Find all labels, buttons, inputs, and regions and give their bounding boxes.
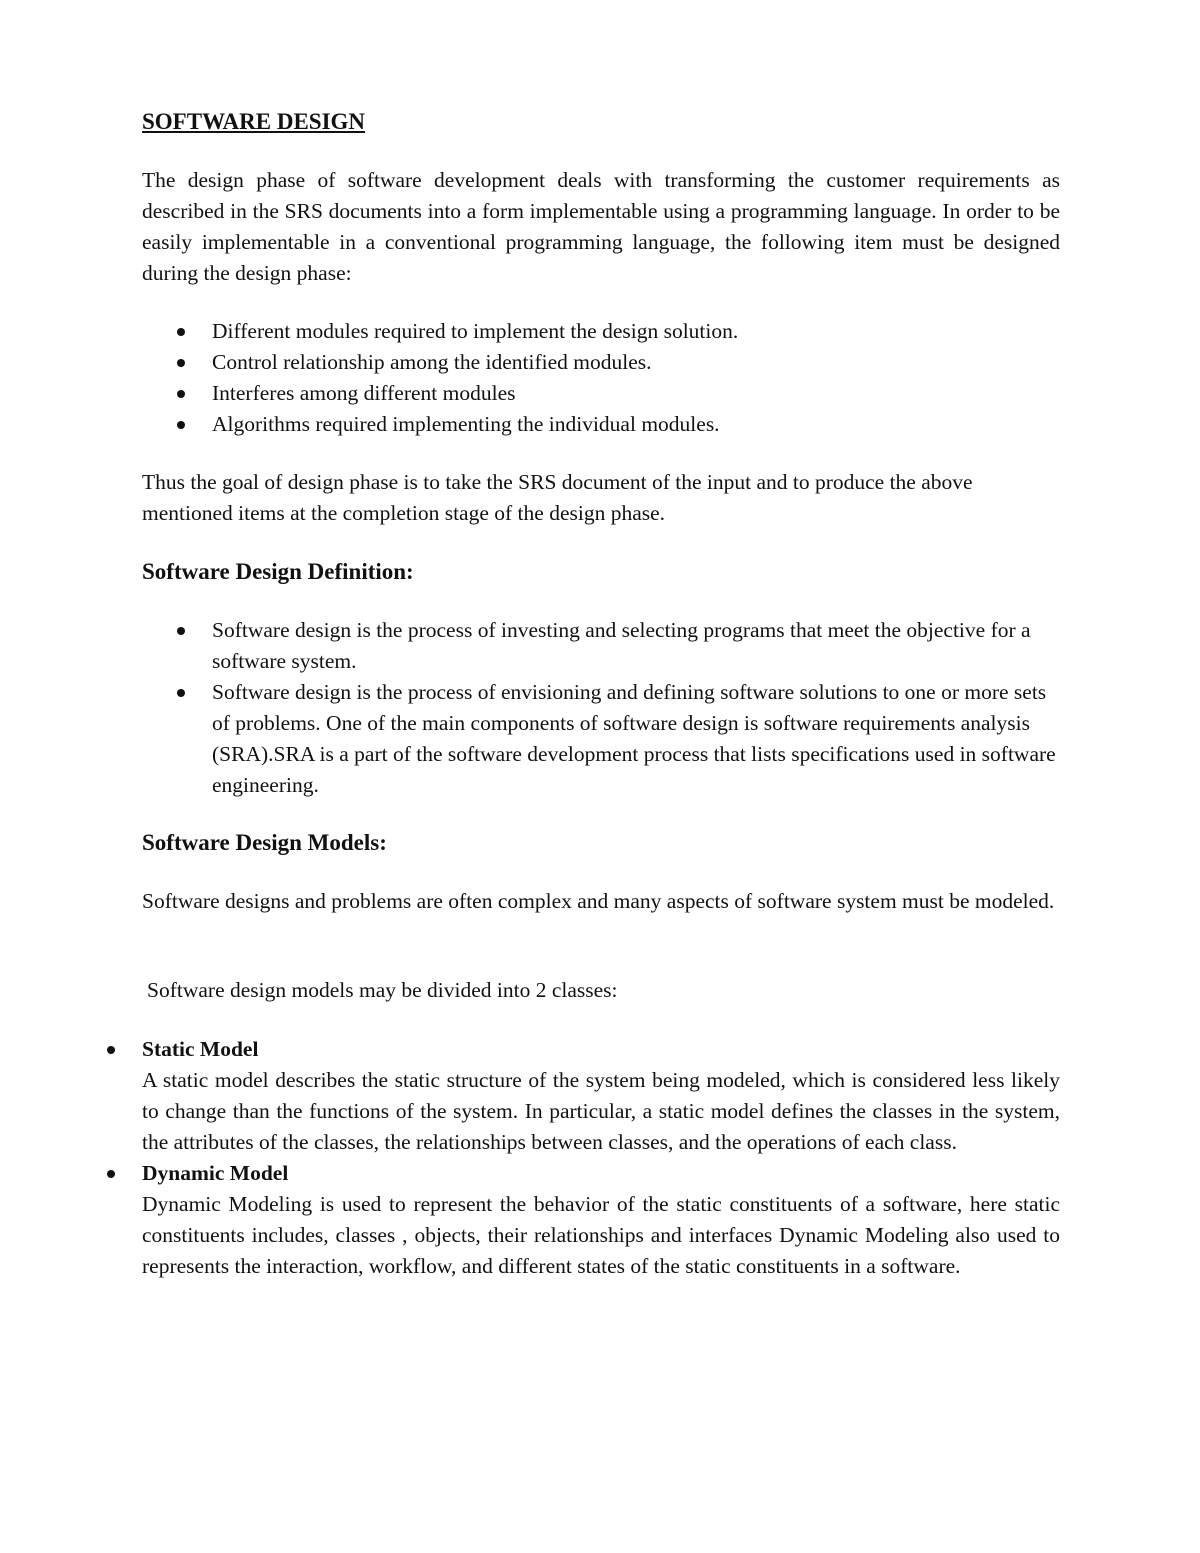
models-list [142,1034,1060,1282]
intro-paragraph: The design phase of software development deals with transforming the customer requirements as described in the SRS documents into a form implementable using a programming language. In order to be easily implementable in a conventional programming language, the following item must be designed during the design phase: [142,168,1060,285]
definitions-list [142,615,1060,801]
model-name: Static Model [142,1037,259,1061]
list-item: Software design is the process of envisioning and defining software solutions to one or more sets of problems. One of the main components of software design is software requirements analysis (SRA).SRA is a part of the software development process that lists specifications used in software engineering. [142,677,1060,801]
models-intro-paragraph: Software designs and problems are often complex and many aspects of software system must be modeled. [142,889,1055,913]
list-item: Interferes among different modules [142,378,1060,409]
model-description: Dynamic Modeling is used to represent the behavior of the static constituents of a software, here static constituents includes, classes , objects, their relationships and interfaces Dynamic Modeling also used to represents the interaction, workflow, and different states of the static constituents in a software. [142,1192,1060,1278]
list-item: Different modules required to implement the design solution. [142,316,1060,347]
page-title: SOFTWARE DESIGN [142,109,366,134]
design-items-list [142,316,1060,440]
list-item: Control relationship among the identified modules. [142,347,1060,378]
list-item [142,1158,1060,1282]
models-heading: Software Design Models: [142,830,387,855]
list-item [142,1034,1060,1158]
goal-paragraph: Thus the goal of design phase is to take the SRS document of the input and to produce the above mentioned items at the completion stage of the design phase. [142,470,973,525]
list-item: Algorithms required implementing the individual modules. [142,409,1060,440]
models-classes-paragraph: Software design models may be divided into 2 classes: [147,978,618,1002]
definition-heading: Software Design Definition: [142,559,414,584]
model-name: Dynamic Model [142,1161,289,1185]
model-description: A static model describes the static structure of the system being modeled, which is considered less likely to change than the functions of the system. In particular, a static model defines the classes in the system, the attributes of the classes, the relationships between classes, and the operations of each class. [142,1068,1060,1154]
list-item: Software design is the process of investing and selecting programs that meet the objective for a software system. [142,615,1060,677]
